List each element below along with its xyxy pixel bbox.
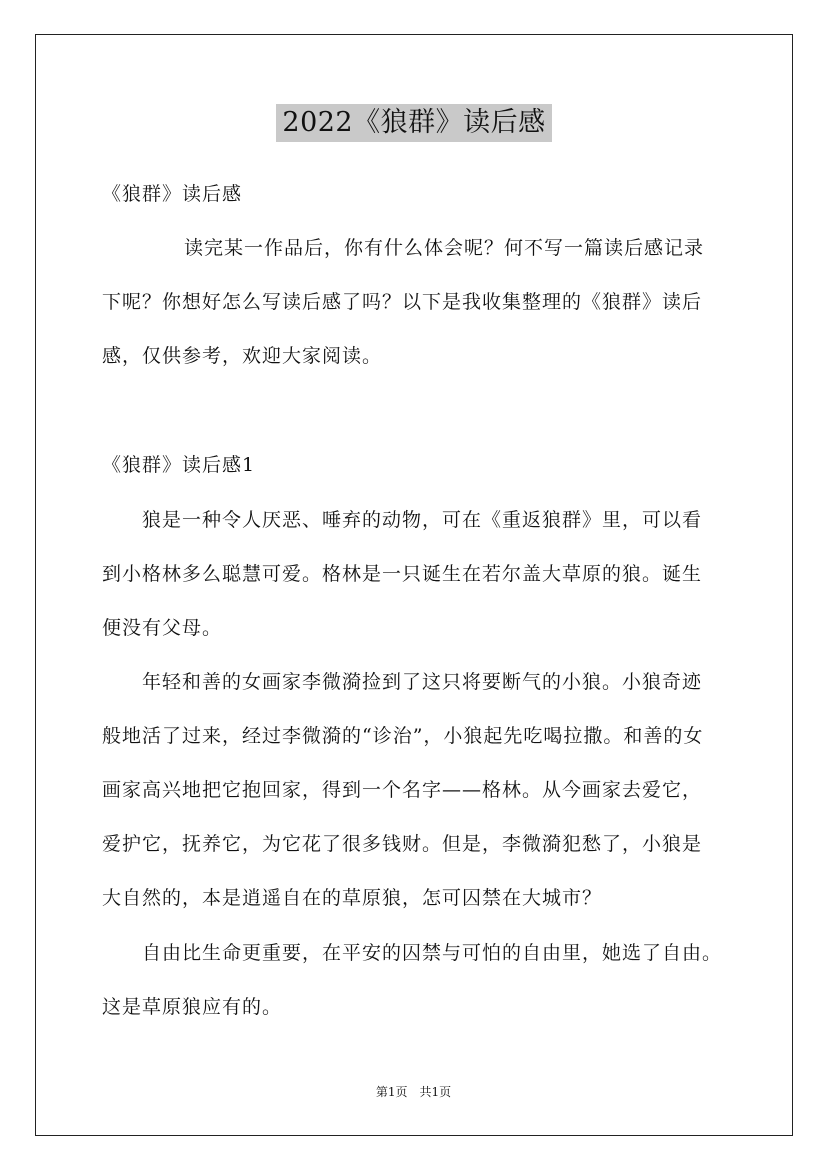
paragraph-line: 自由比生命更重要，在平安的囚禁与可怕的自由里，她选了自由。 xyxy=(142,942,723,964)
intro-line: 读完某一作品后，你有什么体会呢？何不写一篇读后感记录 xyxy=(184,237,705,259)
page-number-footer: 第1页 共1页 xyxy=(375,1085,452,1099)
paragraph-line: 画家高兴地把它抱回家，得到一个名字——格林。从今画家去爱它， xyxy=(102,779,703,801)
section-heading: 《狼群》读后感1 xyxy=(102,454,256,476)
paragraph-line: 大自然的，本是逍遥自在的草原狼，怎可囚禁在大城市？ xyxy=(102,887,603,909)
paragraph-line: 到小格林多么聪慧可爱。格林是一只诞生在若尔盖大草原的狼。诞生 xyxy=(102,563,703,585)
intro-line: 下呢？你想好怎么写读后感了吗？以下是我收集整理的《狼群》读后 xyxy=(102,291,703,313)
paragraph-line: 般地活了过来，经过李微漪的“诊治”，小狼起先吃喝拉撒。和善的女 xyxy=(102,725,704,747)
paragraph-line: 这是草原狼应有的。 xyxy=(102,996,283,1018)
paragraph-line: 年轻和善的女画家李微漪捡到了这只将要断气的小狼。小狼奇迹 xyxy=(142,671,703,693)
intro-line: 感，仅供参考，欢迎大家阅读。 xyxy=(102,345,383,367)
subtitle: 《狼群》读后感 xyxy=(102,183,243,205)
paragraph-line: 便没有父母。 xyxy=(102,617,223,639)
paragraph-line: 狼是一种令人厌恶、唾弃的动物，可在《重返狼群》里，可以看 xyxy=(142,509,703,531)
paragraph-line: 爱护它，抚养它，为它花了很多钱财。但是，李微漪犯愁了，小狼是 xyxy=(102,833,703,855)
document-title: 2022《狼群》读后感 xyxy=(276,104,552,142)
